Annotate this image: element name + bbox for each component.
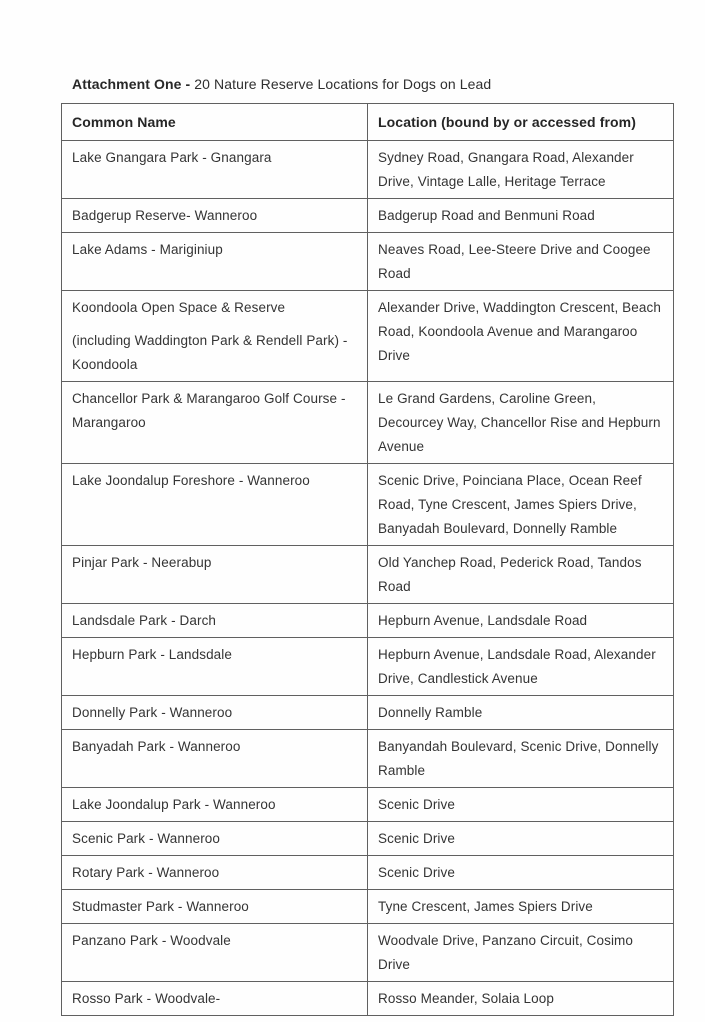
page-title xyxy=(72,76,491,92)
location-cell-text: Rosso Meander, Solaia Loop xyxy=(378,991,554,1006)
common-name-cell-text: Donnelly Park - Wanneroo xyxy=(72,705,233,720)
location-cell xyxy=(368,856,674,890)
common-name-cell xyxy=(62,982,368,1016)
common-name-cell-text: Lake Joondalup Foreshore - Wanneroo xyxy=(72,473,310,488)
common-name-cell xyxy=(62,546,368,604)
common-name-cell-text: Chancellor Park & Marangaroo Golf Course - Marangaroo xyxy=(72,391,346,430)
common-name-cell xyxy=(62,382,368,464)
location-cell xyxy=(368,822,674,856)
page-title-rest: 20 Nature Reserve Locations for Dogs on Lead xyxy=(194,76,492,92)
common-name-cell-text: Landsdale Park - Darch xyxy=(72,613,217,628)
location-cell-text: Hepburn Avenue, Landsdale Road xyxy=(378,613,588,628)
location-cell-text: Neaves Road, Lee-Steere Drive and Coogee Road xyxy=(378,242,651,281)
location-cell xyxy=(368,233,674,291)
common-name-cell-text: Banyadah Park - Wanneroo xyxy=(72,739,241,754)
table-row xyxy=(62,924,674,982)
location-cell xyxy=(368,788,674,822)
common-name-cell-text: Scenic Park - Wanneroo xyxy=(72,831,221,846)
common-name-cell-text: Badgerup Reserve- Wanneroo xyxy=(72,208,258,223)
location-cell-text: Le Grand Gardens, Caroline Green, Decourcey Way, Chancellor Rise and Hepburn Avenue xyxy=(378,391,661,454)
location-cell xyxy=(368,982,674,1016)
table-row xyxy=(62,856,674,890)
common-name-cell-text: Panzano Park - Woodvale xyxy=(72,933,231,948)
location-cell xyxy=(368,291,674,382)
reserve-locations-table xyxy=(61,103,674,1016)
column-header-location: Location (bound by or accessed from) xyxy=(368,104,674,141)
common-name-cell xyxy=(62,199,368,233)
common-name-cell-text: Lake Gnangara Park - Gnangara xyxy=(72,150,272,165)
common-name-cell xyxy=(62,141,368,199)
table-row xyxy=(62,464,674,546)
column-header-common-name: Common Name xyxy=(62,104,368,141)
table-row xyxy=(62,291,674,382)
table-row xyxy=(62,730,674,788)
location-cell-text: Old Yanchep Road, Pederick Road, Tandos Road xyxy=(378,555,642,594)
location-cell-text: Sydney Road, Gnangara Road, Alexander Drive, Vintage Lalle, Heritage Terrace xyxy=(378,150,634,189)
common-name-cell-text: Rosso Park - Woodvale- xyxy=(72,991,221,1006)
table-row xyxy=(62,233,674,291)
table-row xyxy=(62,199,674,233)
common-name-cell-text: Studmaster Park - Wanneroo xyxy=(72,899,249,914)
table-row xyxy=(62,788,674,822)
table-body xyxy=(62,141,674,1016)
location-cell xyxy=(368,382,674,464)
location-cell xyxy=(368,604,674,638)
location-cell xyxy=(368,464,674,546)
location-cell xyxy=(368,638,674,696)
location-cell-text: Tyne Crescent, James Spiers Drive xyxy=(378,899,593,914)
common-name-cell xyxy=(62,788,368,822)
common-name-cell xyxy=(62,291,368,382)
location-cell xyxy=(368,546,674,604)
common-name-cell xyxy=(62,822,368,856)
table-row xyxy=(62,890,674,924)
common-name-cell-text: Lake Adams - Mariginiup xyxy=(72,242,223,257)
location-cell-text: Scenic Drive xyxy=(378,865,455,880)
table-row xyxy=(62,822,674,856)
location-cell xyxy=(368,199,674,233)
table-row xyxy=(62,546,674,604)
common-name-cell xyxy=(62,890,368,924)
location-cell-text: Scenic Drive, Poinciana Place, Ocean Reef Road, Tyne Crescent, James Spiers Drive, Banyadah Boulevard, Donnelly Ramble xyxy=(378,473,642,536)
page-title-bold: Attachment One - xyxy=(72,76,191,92)
location-cell-text: Banyandah Boulevard, Scenic Drive, Donnelly Ramble xyxy=(378,739,659,778)
common-name-cell-text: (including Waddington Park & Rendell Park) - Koondoola xyxy=(72,333,348,372)
location-cell-text: Woodvale Drive, Panzano Circuit, Cosimo Drive xyxy=(378,933,634,972)
common-name-cell xyxy=(62,464,368,546)
location-cell xyxy=(368,141,674,199)
common-name-cell xyxy=(62,730,368,788)
common-name-cell xyxy=(62,856,368,890)
location-cell-text: Hepburn Avenue, Landsdale Road, Alexander Drive, Candlestick Avenue xyxy=(378,647,656,686)
common-name-cell xyxy=(62,638,368,696)
location-cell-text: Scenic Drive xyxy=(378,831,455,846)
table-row xyxy=(62,982,674,1016)
common-name-cell-text: Koondoola Open Space & Reserve xyxy=(72,300,286,315)
common-name-cell-text: Lake Joondalup Park - Wanneroo xyxy=(72,797,276,812)
table-row xyxy=(62,141,674,199)
common-name-cell xyxy=(62,604,368,638)
table-row xyxy=(62,382,674,464)
location-cell-text: Alexander Drive, Waddington Crescent, Beach Road, Koondoola Avenue and Marangaroo Drive xyxy=(378,300,661,363)
table-row xyxy=(62,638,674,696)
location-cell-text: Scenic Drive xyxy=(378,797,455,812)
location-cell xyxy=(368,924,674,982)
table-row xyxy=(62,696,674,730)
common-name-cell-text: Rotary Park - Wanneroo xyxy=(72,865,220,880)
table-row xyxy=(62,604,674,638)
location-cell xyxy=(368,890,674,924)
location-cell xyxy=(368,696,674,730)
common-name-cell xyxy=(62,696,368,730)
common-name-cell xyxy=(62,924,368,982)
common-name-cell xyxy=(62,233,368,291)
location-cell-text: Badgerup Road and Benmuni Road xyxy=(378,208,595,223)
common-name-cell-text: Pinjar Park - Neerabup xyxy=(72,555,212,570)
location-cell-text: Donnelly Ramble xyxy=(378,705,483,720)
table-header-row xyxy=(62,104,674,141)
common-name-cell-text: Hepburn Park - Landsdale xyxy=(72,647,232,662)
location-cell xyxy=(368,730,674,788)
